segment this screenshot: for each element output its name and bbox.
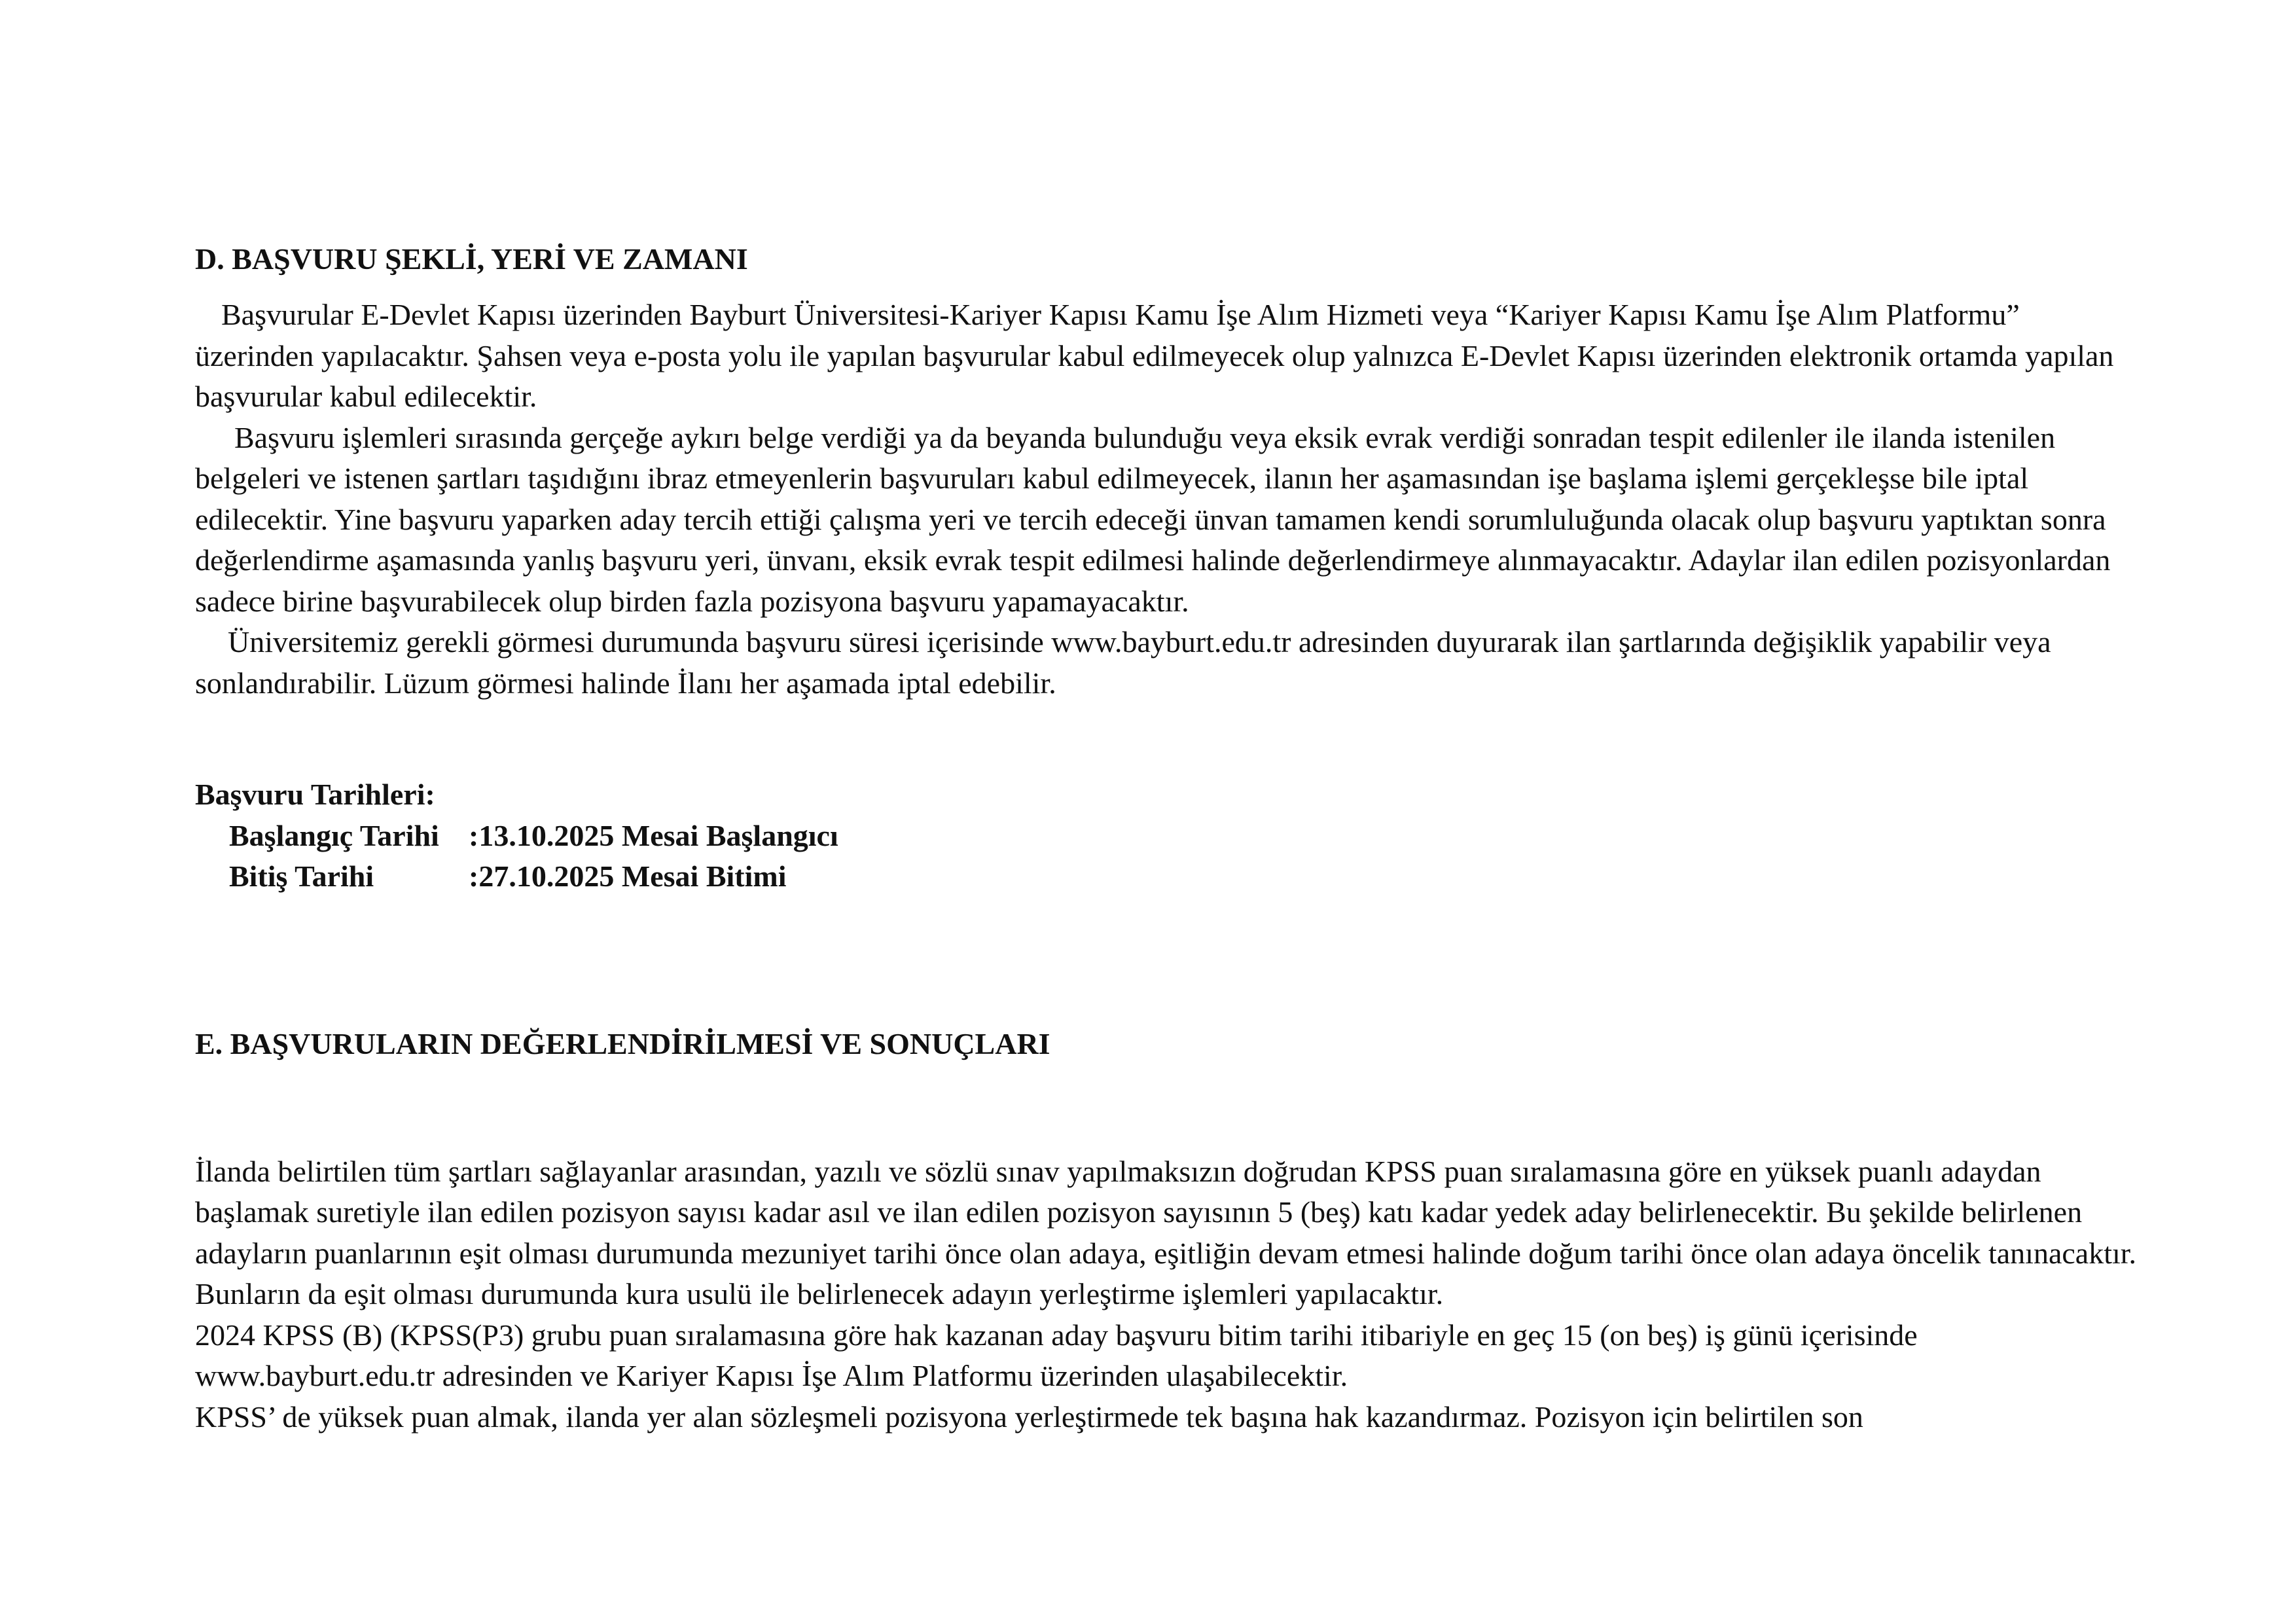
spacer bbox=[195, 280, 2145, 295]
start-date-label: Başlangıç Tarihi bbox=[229, 818, 439, 852]
section-d-paragraph-3: Üniversitemiz gerekli görmesi durumunda başvuru süresi içerisinde www.bayburt.edu.tr adresinden duyurarak ilan şartlarında değişiklik yapabilir veya sonlandırabilir. Lüzum görmesi halinde İlanı her aşamada iptal edebilir. bbox=[195, 625, 2051, 700]
spacer bbox=[195, 897, 2145, 1007]
spacer bbox=[195, 704, 2145, 774]
section-d-paragraph-2: Başvuru işlemleri sırasında gerçeğe aykırı belge verdiği ya da beyanda bulunduğu veya eksik evrak verdiği sonradan tespit edilenler ile ilanda istenilen belgeleri ve istenen şartları taşıdığını ibraz etmeyenlerin başvuruları kabul edilmeyecek, ilanın her aşamasından işe başlama işlemi gerçekleşse bile iptal edilecektir. Yine başvuru yaparken aday tercih ettiği çalışma yeri ve tercih edeceği ünvan tamamen kendi sorumluluğunda olacak olup başvuru yaptıktan sonra değerlendirme aşamasında yanlış başvuru yeri, ünvanı, eksik evrak tespit edilmesi halinde değerlendirmeye alınmayacaktır. Adaylar ilan edilen pozisyonlardan sadece birine başvurabilecek olup birden fazla pozisyona başvuru yapamayacaktır. bbox=[195, 420, 2111, 618]
end-date-row bbox=[195, 856, 2145, 897]
application-dates bbox=[195, 774, 2145, 897]
section-e-paragraph-2: 2024 KPSS (B) (KPSS(P3) grubu puan sıralamasına göre hak kazanan aday başvuru bitim tarihi itibariyle en geç 15 (on beş) iş günü içerisinde www.bayburt.edu.tr adresinden ve Kariyer Kapısı İşe Alım Platformu üzerinden ulaşabilecektir. bbox=[195, 1318, 1918, 1392]
end-date-label: Bitiş Tarihi bbox=[229, 859, 374, 893]
page-content bbox=[195, 223, 2145, 1437]
section-e-paragraph-3: KPSS’ de yüksek puan almak, ilanda yer alan sözleşmeli pozisyona yerleştirmede tek başına hak kazandırmaz. Pozisyon için belirtilen son bbox=[195, 1399, 1863, 1434]
application-dates-title: Başvuru Tarihleri: bbox=[195, 778, 435, 811]
section-e-paragraph-1: İlanda belirtilen tüm şartları sağlayanlar arasından, yazılı ve sözlü sınav yapılmaksızın doğrudan KPSS puan sıralamasına göre en yüksek puanlı adaydan başlamak suretiyle ilan edilen pozisyon sayısı kadar asıl ve ilan edilen pozisyon sayısının 5 (beş) katı kadar yedek aday belirlenecektir. Bu şekilde belirlenen adayların puanlarının eşit olması durumunda mezuniyet tarihi önce olan adaya, eşitliğin devam etmesi halinde doğum tarihi önce olan adaya öncelik tanınacaktır. Bunların da eşit olması durumunda kura usulü ile belirlenecek adayın yerleştirme işlemleri yapılacaktır. bbox=[195, 1154, 2137, 1310]
section-d-heading: D. BAŞVURU ŞEKLİ, YERİ VE ZAMANI bbox=[195, 242, 748, 276]
start-date-row bbox=[195, 816, 2145, 857]
section-d-paragraph-1: Başvurular E-Devlet Kapısı üzerinden Bayburt Üniversitesi-Kariyer Kapısı Kamu İşe Alım Hizmeti veya “Kariyer Kapısı Kamu İşe Alım Platformu” üzerinden yapılacaktır. Şahsen veya e-posta yolu ile yapılan başvurular kabul edilmeyecek olup yalnızca E-Devlet Kapısı üzerinden elektronik ortamda yapılan başvurular kabul edilecektir. bbox=[195, 298, 2114, 413]
section-e-heading: E. BAŞVURULARIN DEĞERLENDİRİLMESİ VE SONUÇLARI bbox=[195, 1026, 1050, 1060]
end-date-value: :27.10.2025 Mesai Bitimi bbox=[469, 859, 787, 893]
spacer bbox=[195, 1065, 2145, 1151]
start-date-value: :13.10.2025 Mesai Başlangıcı bbox=[469, 818, 838, 852]
